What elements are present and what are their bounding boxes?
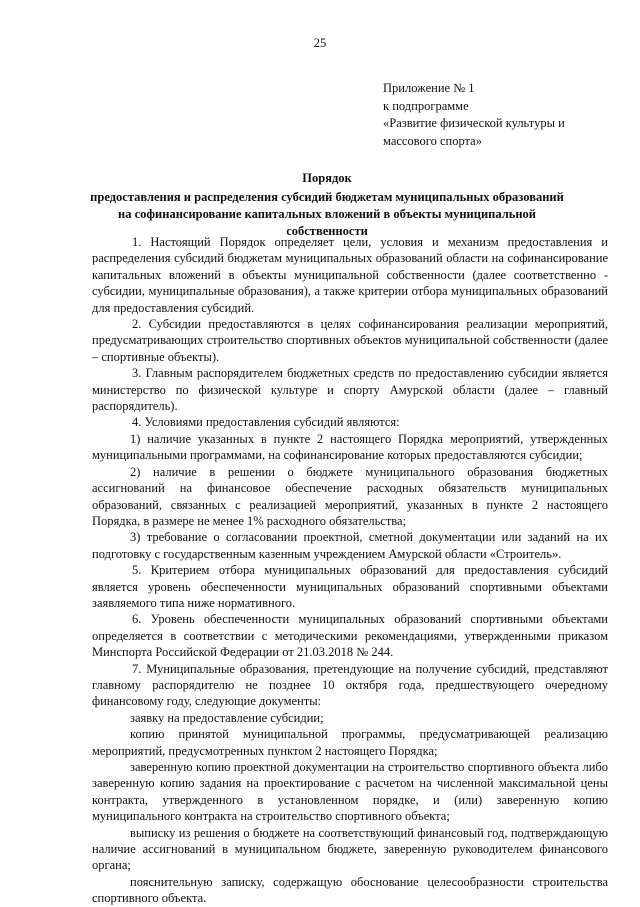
paragraph: 2) наличие в решении о бюджете муниципального образования бюджетных ассигнований на финансовое обеспечение расходных обязательств муниципальных образований, связанных с реализацией мероприятий, указанных в пункте 2 настоящего Порядка, в размере не менее 1% расходного обязательства; — [92, 464, 608, 528]
paragraph: 1) наличие указанных в пункте 2 настоящего Порядка мероприятий, утвержденных муниципальными программами, на софинансирование которых предоставляются субсидии; — [92, 431, 608, 463]
document-title — [82, 170, 572, 240]
paragraph: 6. Уровень обеспеченности муниципальных образований спортивными объектами определяется в соответствии с методическими рекомендациями, утвержденными приказом Минспорта Российской Федерации от 21.03.2018 № 244. — [92, 612, 608, 660]
paragraph: 4. Условиями предоставления субсидий являются: — [132, 415, 400, 430]
paragraph: копию принятой муниципальной программы, предусматривающей реализацию мероприятий, предусмотренных пунктом 2 настоящего Порядка; — [92, 727, 608, 758]
paragraph: заявку на предоставление субсидии; — [130, 710, 324, 725]
paragraph: 5. Критерием отбора муниципальных образований для предоставления субсидий является уровень обеспеченности муниципальных образований спортивными объектами заявляемого типа ниже нормативного. — [92, 563, 608, 610]
page-number: 25 — [313, 36, 327, 50]
appendix-line: к подпрограмме — [383, 98, 469, 113]
paragraph: 7. Муниципальные образования, претендующие на получение субсидий, представляют главному распорядителю не позднее 10 октября года, предшествующего очередному финансовому году, следующие документы: — [92, 661, 608, 709]
title-subtitle: предоставления и распределения субсидий бюджетам муниципальных образований на софинансирование капитальных вложений в объекты муниципальной собственности — [90, 190, 564, 238]
paragraph: заверенную копию проектной документации на строительство спортивного объекта либо заверенную копию задания на проектирование с расчетом на численной максимальной цены контракта, утвержденного в установленном порядке, и (или) заверенную копию муниципального контракта на строительство спортивного объекта; — [92, 760, 608, 824]
appendix-line: массового спорта» — [383, 133, 482, 148]
title-main: Порядок — [302, 171, 352, 185]
paragraph: 3. Главным распорядителем бюджетных средств по предоставлению субсидии является министерство по физической культуре и спорту Амурской области (далее – главный распорядитель). — [92, 366, 608, 414]
appendix-note — [383, 80, 603, 150]
appendix-line: «Развитие физической культуры и — [383, 116, 565, 130]
paragraph: 2. Субсидии предоставляются в целях софинансирования реализации мероприятий, предусматривающих строительство спортивных объектов муниципальной собственности (далее – спортивные объекты). — [92, 317, 608, 364]
paragraph: 1. Настоящий Порядок определяет цели, условия и механизм предоставления и распределения субсидий бюджетам муниципальных образований области на софинансирование капитальных вложений в объекты муниципальной собственности (далее соответственно - субсидии, муниципальные образования), а также критерии отбора муниципальных образований для предоставления субсидий. — [92, 235, 608, 315]
paragraph: выписку из решения о бюджете на соответствующий финансовый год, подтверждающую наличие ассигнований в муниципальном бюджете, заверенную руководителем финансового органа; — [92, 825, 608, 873]
appendix-line: Приложение № 1 — [383, 81, 475, 95]
paragraph: пояснительную записку, содержащую обоснование целесообразности строительства спортивного объекта. — [92, 874, 608, 906]
document-body — [92, 234, 608, 907]
paragraph: 3) требование о согласовании проектной, сметной документации или заданий на их подготовку с государственным казенным учреждением Амурской области «Строитель». — [92, 530, 608, 561]
